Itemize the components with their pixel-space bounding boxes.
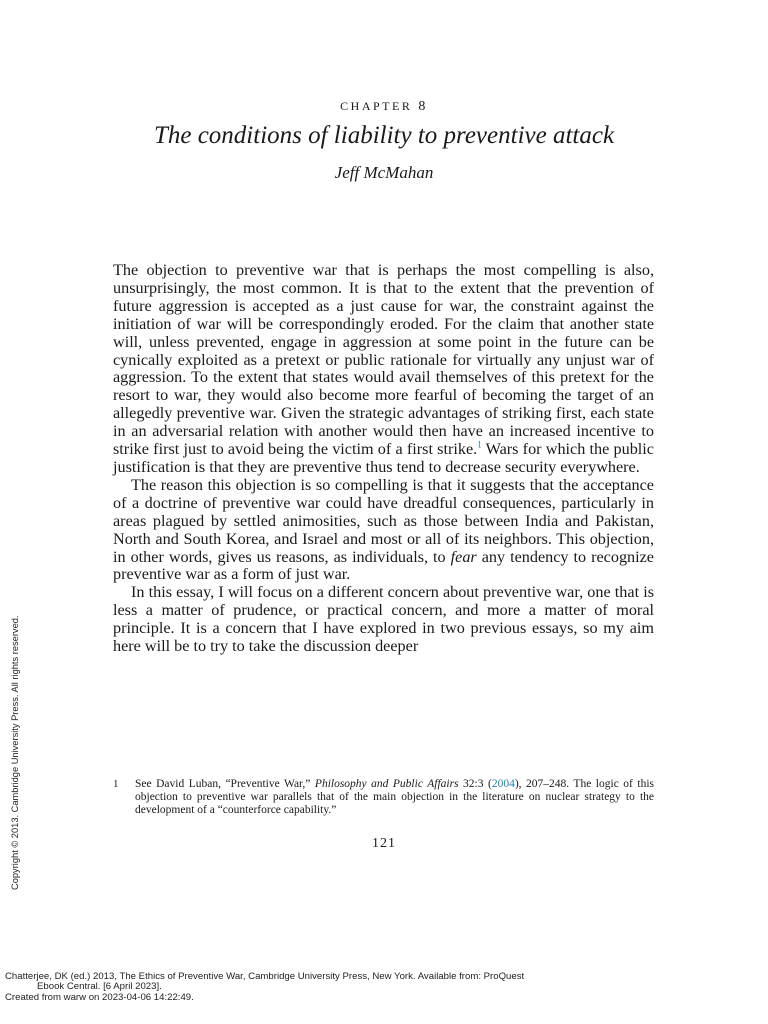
journal-title: Philosophy and Public Affairs bbox=[314, 778, 459, 790]
footnote-reference[interactable]: 1 bbox=[477, 439, 482, 450]
year-link[interactable]: 2004 bbox=[491, 778, 515, 790]
chapter-label bbox=[0, 95, 768, 115]
footnote-text: See David Luban, “Preventive War,” Philosophy and Public Affairs 32:3 (2004), 207–248. The logic of this objection to preventive war parallels that of the main objection in the literature on nuclear strategy to the development of a “counterforce capability.” bbox=[135, 778, 654, 817]
author-name: Jeff McMahan bbox=[334, 163, 434, 182]
chapter-word: chapter bbox=[340, 95, 413, 114]
citation-line-2: Ebook Central. [6 April 2023]. bbox=[37, 981, 162, 993]
footnote-number: 1 bbox=[113, 778, 119, 790]
emphasis-fear: fear bbox=[450, 547, 477, 566]
copyright-notice: Copyright © 2013. Cambridge University Press. All rights reserved. bbox=[10, 615, 20, 890]
footnote bbox=[113, 778, 654, 818]
chapter-body bbox=[113, 262, 654, 656]
chapter-number: 8 bbox=[418, 99, 428, 114]
paragraph-1 bbox=[113, 262, 654, 477]
chapter-title: The conditions of liability to preventive attack bbox=[153, 122, 615, 149]
citation-line-3: Created from warw on 2023-04-06 14:22:49. bbox=[5, 991, 194, 1003]
citation-line-1: Chatterjee, DK (ed.) 2013, The Ethics of Preventive War, Cambridge University Press, New York. Available from: ProQuest bbox=[5, 971, 525, 982]
paragraph-2 bbox=[113, 477, 654, 584]
paragraph-1-continuation: Wars for which the public justification is that they are preventive thus tend to decrease security everywhere. bbox=[113, 440, 654, 476]
paragraph-3: In this essay, I will focus on a different concern about preventive war, one that is less a matter of prudence, or practical concern, and more a matter of moral principle. It is a concern that I have explored in two previous essays, so my aim here will be to try to take the discussion deeper bbox=[113, 583, 654, 656]
paragraph-2-text: The reason this objection is so compelling is that it suggests that the acceptance of a doctrine of preventive war could have dreadful consequences, particularly in areas plagued by settled animosities, such as those between India and Pakistan, North and South Korea, and Israel and most or all of its neighbors. This objection, in other words, gives us reasons, as individuals, to bbox=[113, 475, 654, 566]
citation-footer bbox=[5, 972, 524, 1003]
paragraph-1-text: The objection to preventive war that is perhaps the most compelling is also, unsurprisingly, the most common. It is that to the extent that the prevention of future aggression is accepted as a just cause for war, the constraint against the initiation of war will be correspondingly eroded. For the claim that another state will, unless prevented, engage in aggression at some point in the future can be cynically exploited as a pretext or public rationale for virtually any unjust war of aggression. To the extent that states would avail themselves of this pretext for the resort to war, they would also become more fearful of becoming the target of an allegedly preventive war. Given the strategic advantages of striking first, each state in an adversarial relation with another would then have an increased incentive to strike first just to avoid being the victim of a first strike. bbox=[113, 261, 654, 459]
page-number: 121 bbox=[372, 836, 396, 851]
paragraph-2-continuation: any tendency to recognize preventive war as a form of just war. bbox=[113, 547, 654, 584]
